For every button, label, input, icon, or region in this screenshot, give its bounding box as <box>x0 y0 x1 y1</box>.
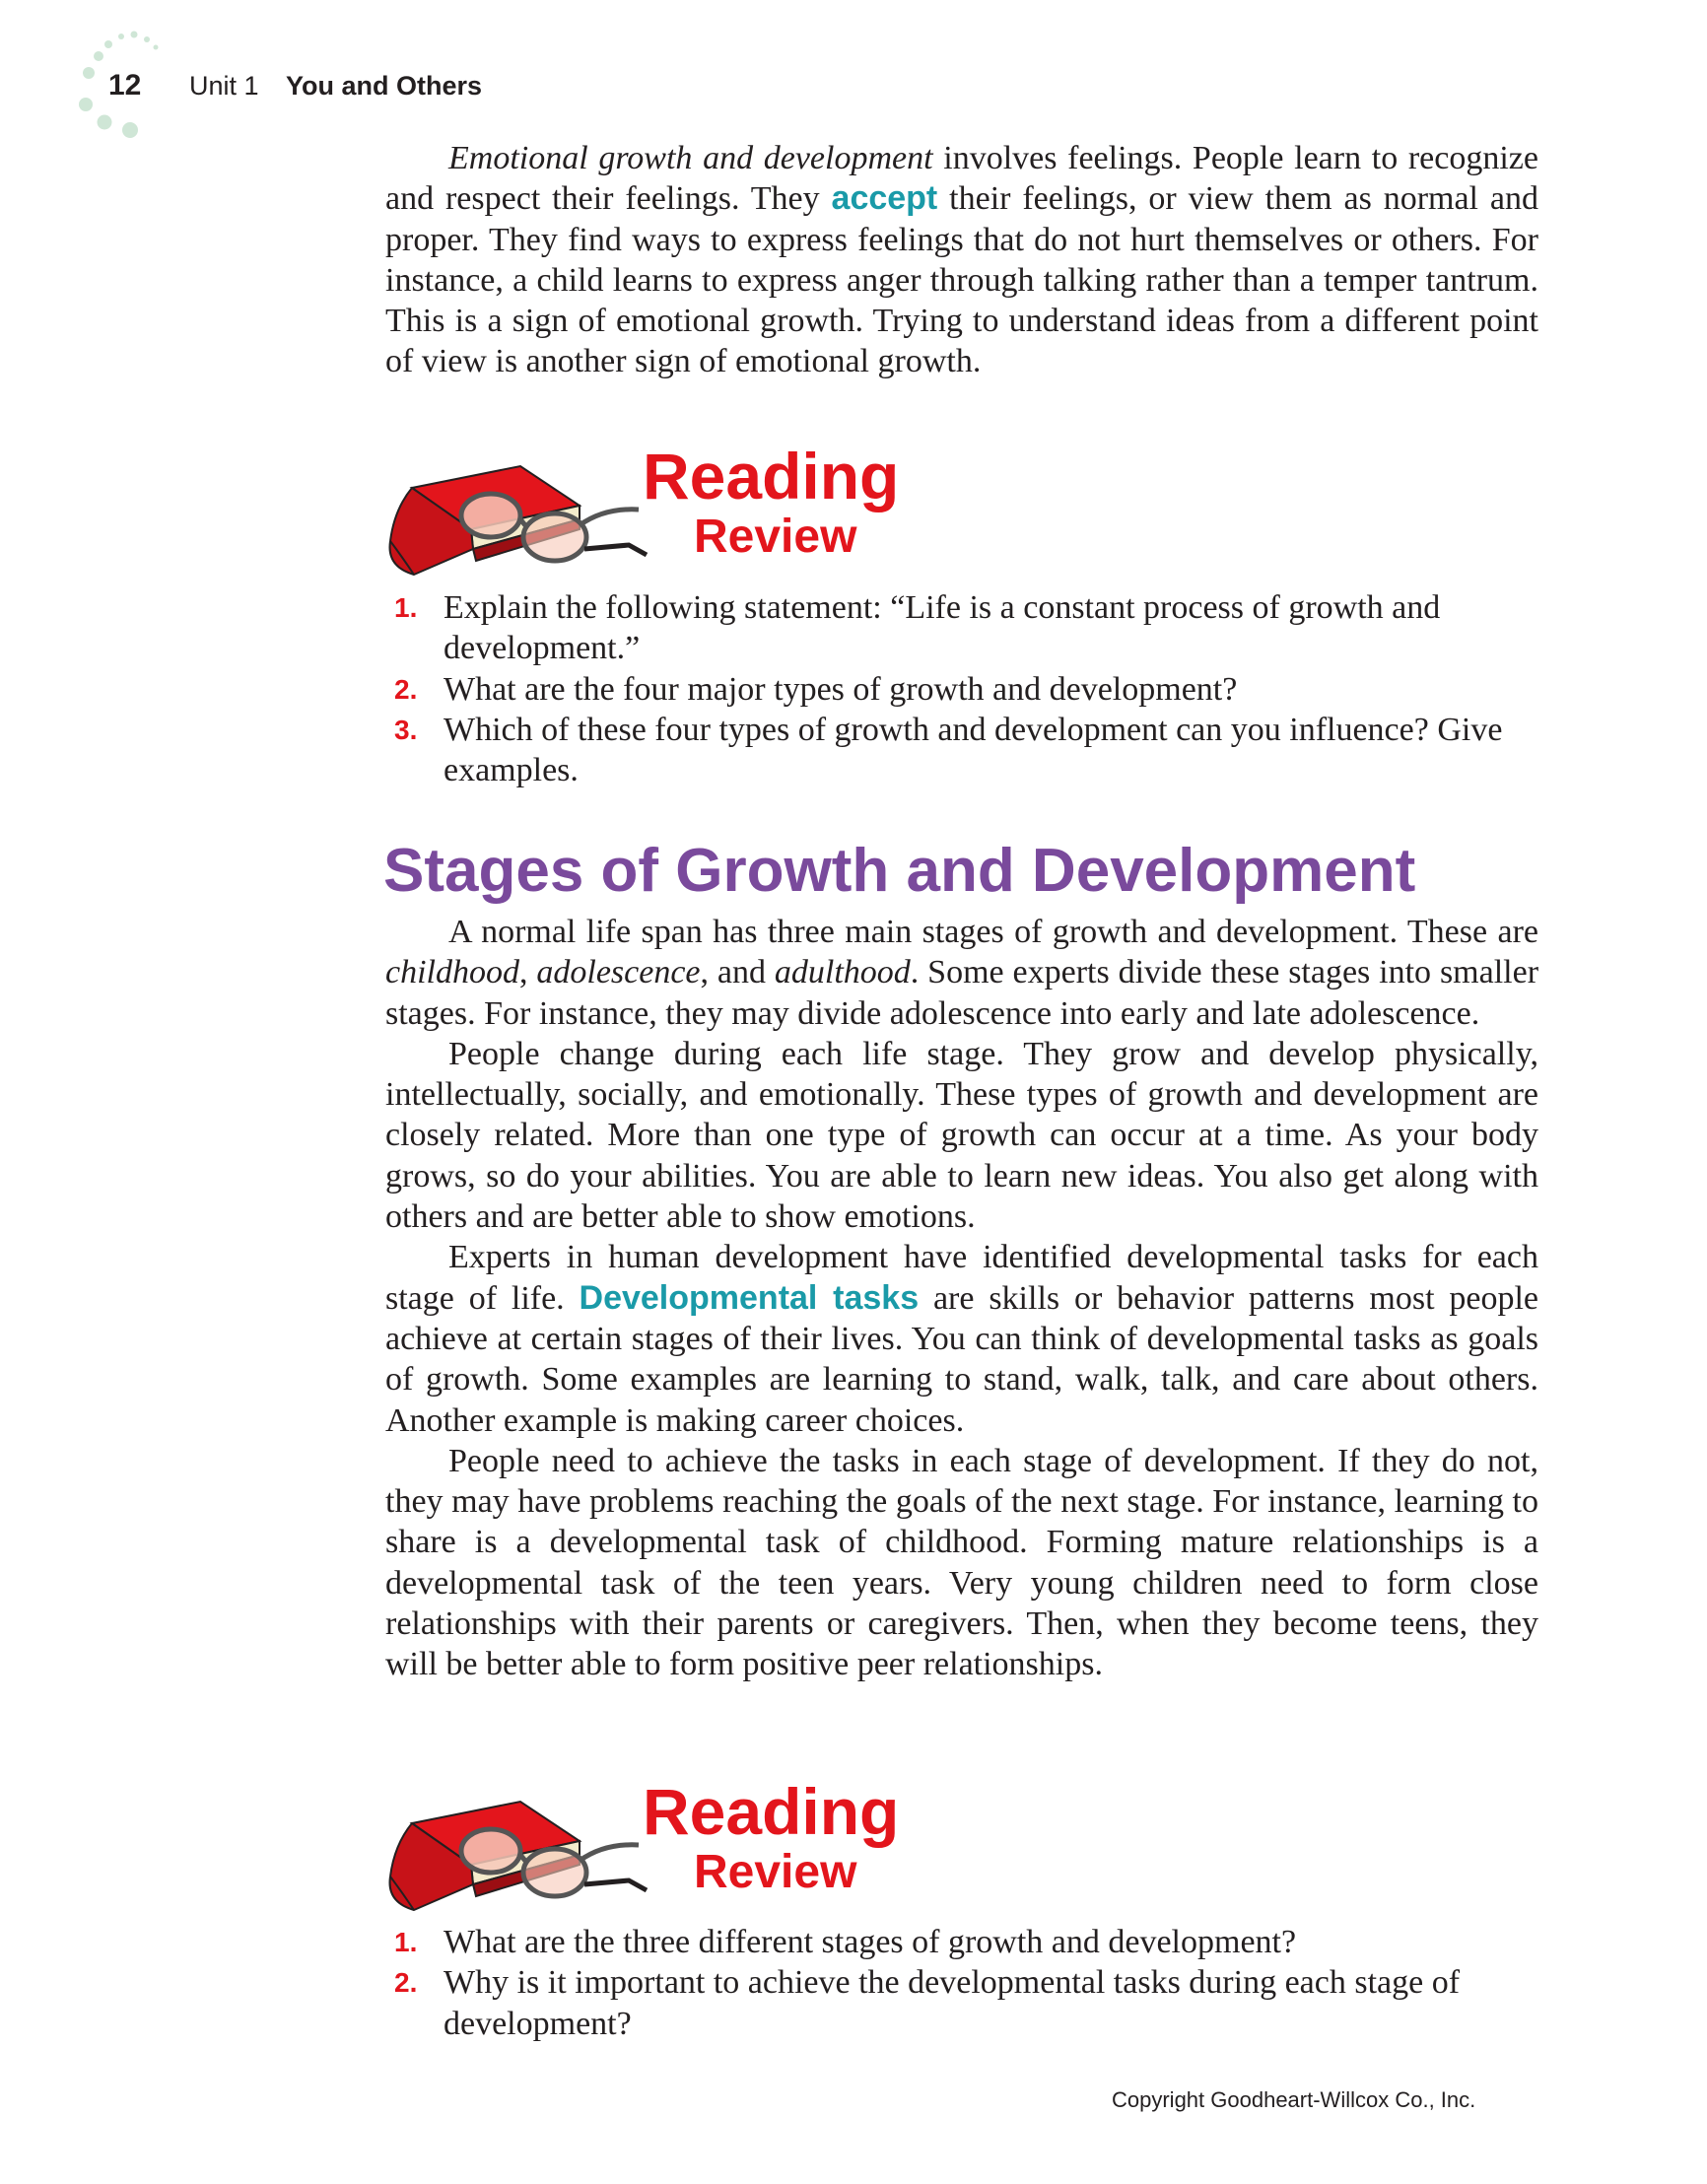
question-number: 1. <box>394 1927 418 1957</box>
section-body <box>385 912 1538 1685</box>
question-text: Explain the following statement: “Life is a constant process of growth and development.” <box>444 589 1441 667</box>
question-text: Why is it important to achieve the developmental tasks during each stage of development? <box>444 1964 1461 2042</box>
page-number: 12 <box>108 69 142 102</box>
page-header <box>69 30 660 148</box>
intro-text-1: involves feelings. People learn to recognize and respect their feelings. They <box>385 140 1538 218</box>
review-question <box>394 1922 1547 1962</box>
reading-review-title: Reading <box>643 440 900 512</box>
question-number: 3. <box>394 714 418 745</box>
term-accept: accept <box>831 179 938 218</box>
question-number: 1. <box>394 592 418 623</box>
section-heading: Stages of Growth and Development <box>383 837 1416 905</box>
italic-term: childhood <box>385 954 519 991</box>
text-span: . Some experts divide these stages into smaller stages. For instance, they may divide adolescence into early and late adolescence. <box>385 954 1539 1032</box>
section-paragraph <box>385 912 1538 1034</box>
reading-review-banner <box>382 1774 934 1912</box>
text-span: Experts in human development have identified developmental tasks for each stage of life. <box>385 1239 1538 1317</box>
text-span: , <box>518 954 537 991</box>
copyright-notice: Copyright Goodheart-Willcox Co., Inc. <box>1112 2087 1476 2112</box>
reading-review-banner <box>382 439 934 577</box>
text-span: , and <box>700 954 775 991</box>
section-paragraph: People change during each life stage. They grow and develop physically, intellectually, socially, and emotionally. These types of growth and development are closely related. More than one type of growth can occur at a time. As your body grows, so do your abilities. You are able to learn new ideas. You also get along with others and are better able to show emotions. <box>385 1035 1538 1236</box>
question-text: What are the four major types of growth and development? <box>444 670 1238 708</box>
italic-lead: Emotional growth and development <box>448 140 933 176</box>
italic-term: adulthood <box>774 954 911 991</box>
review-question <box>394 669 1547 710</box>
question-number: 2. <box>394 1967 418 1999</box>
review-question-list <box>394 1922 1547 2044</box>
reading-review-title: Reading <box>643 1775 900 1848</box>
question-text: Which of these four types of growth and development can you influence? Give examples. <box>444 711 1503 789</box>
unit-label: Unit 1 <box>189 71 259 101</box>
section-paragraph: People need to achieve the tasks in each stage of development. If they do not, they may have problems reaching the goals of the next stage. For instance, learning to share is a developmental task of childhood. Forming mature relationships is a developmental task of the teen years. Very young children need to form close relationships with their parents or caregivers. Then, when they become teens, they will be better able to form positive peer relationships. <box>385 1442 1538 1683</box>
question-text: What are the three different stages of growth and development? <box>444 1924 1297 1960</box>
review-question <box>394 710 1547 791</box>
book-with-glasses-icon <box>382 458 649 586</box>
reading-review-subtitle: Review <box>694 511 857 563</box>
section-paragraph <box>385 1237 1538 1440</box>
text-span: A normal life span has three main stages of growth and development. These are <box>448 914 1538 950</box>
review-question <box>394 587 1547 669</box>
review-question-list <box>394 587 1547 790</box>
text-span: are skills or behavior patterns most people achieve at certain stages of their lives. You can think of developmental tasks as goals of growth. Some examples are learning to stand, walk, talk, and care about others. Another example is making career choices. <box>385 1279 1538 1439</box>
term-developmental-tasks: Developmental tasks <box>579 1278 920 1317</box>
reading-review-subtitle: Review <box>694 1846 857 1898</box>
book-with-glasses-icon <box>382 1794 649 1922</box>
review-question <box>394 1962 1547 2044</box>
intro-text-2: their feelings, or view them as normal and proper. They find ways to express feelings that do not hurt themselves or others. For instance, a child learns to express anger through talking rather than a temper tantrum. This is a sign of emotional growth. Trying to understand ideas from a different point of view is another sign of emotional growth. <box>385 180 1538 380</box>
intro-paragraph <box>385 138 1538 382</box>
unit-title: You and Others <box>286 71 483 101</box>
question-number: 2. <box>394 673 418 705</box>
italic-term: adolescence <box>536 954 701 991</box>
